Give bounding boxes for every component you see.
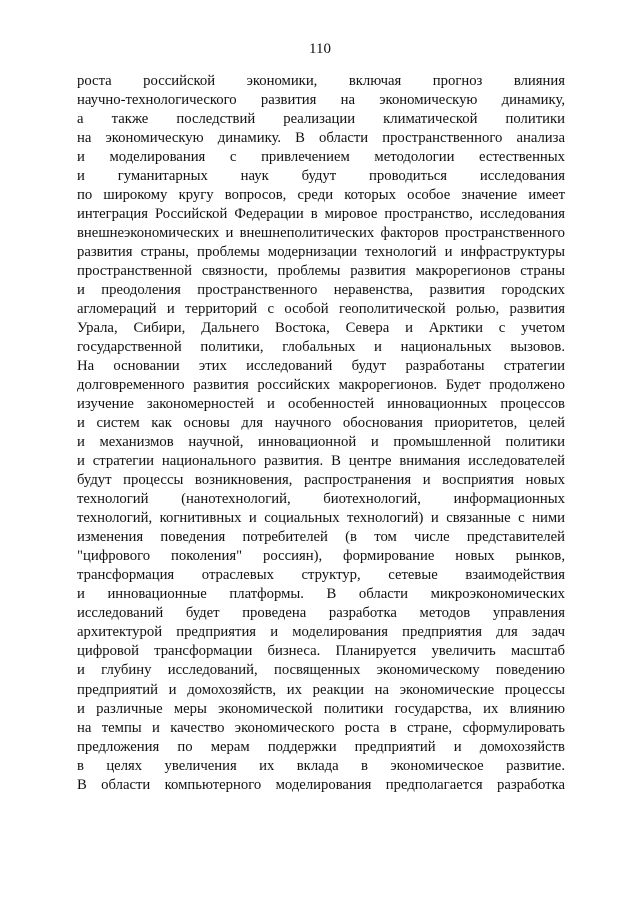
text-line: интеграция Российской Федерации в мировое пространство, исследования [77, 206, 565, 223]
text-line: На основании этих исследований будут разработаны стратегии [77, 358, 565, 375]
text-line: В области компьютерного моделирования предполагается разработка [77, 776, 565, 793]
text-line: развития страны, проблемы модернизации технологий и инфраструктуры [77, 244, 565, 261]
text-line: в целях увеличения их вклада в экономическое развитие. [77, 757, 565, 774]
text-line: и моделирования с привлечением методологии естественных [77, 149, 565, 166]
text-line: агломераций и территорий с особой геополитической ролью, развития [77, 301, 565, 318]
text-line: государственной политики, глобальных и национальных вызовов. [77, 339, 565, 356]
text-line: и преодоления пространственного неравенства, развития городских [77, 282, 565, 299]
text-line: Урала, Сибири, Дальнего Востока, Севера и Арктики с учетом [77, 320, 565, 337]
text-line: изменения поведения потребителей (в том числе представителей [77, 529, 565, 546]
text-line: изучение закономерностей и особенностей инновационных процессов [77, 396, 565, 413]
text-line: на темпы и качество экономического роста в стране, сформулировать [77, 719, 565, 736]
text-line: предложения по мерам поддержки предприятий и домохозяйств [77, 738, 565, 755]
text-line: и различные меры экономической политики государства, их влиянию [77, 700, 565, 717]
text-line: технологий (нанотехнологий, биотехнологий, информационных [77, 491, 565, 508]
text-line: долговременного развития российских макрорегионов. Будет продолжено [77, 377, 565, 394]
text-line: и глубину исследований, посвященных экономическому поведению [77, 662, 565, 679]
text-line: пространственной связности, проблемы развития макрорегионов страны [77, 263, 565, 280]
text-line: трансформация отраслевых структур, сетевые взаимодействия [77, 567, 565, 584]
text-line: по широкому кругу вопросов, среди которых особое значение имеет [77, 187, 565, 204]
text-line: будут процессы возникновения, распространения и восприятия новых [77, 472, 565, 489]
text-line: цифровой трансформации бизнеса. Планируется увеличить масштаб [77, 643, 565, 660]
text-line: архитектурой предприятия и моделирования предприятия для задач [77, 624, 565, 641]
page-number: 110 [309, 41, 331, 57]
text-line: роста российской экономики, включая прогноз влияния [77, 73, 565, 89]
text-line: предприятий и домохозяйств, их реакции на экономические процессы [77, 681, 565, 698]
text-line: исследований будет проведена разработка методов управления [77, 605, 565, 622]
text-line: и стратегии национального развития. В центре внимания исследователей [77, 453, 565, 470]
text-line: и гуманитарных наук будут проводиться исследования [77, 168, 565, 185]
text-line: технологий, когнитивных и социальных технологий) и связанные с ними [77, 510, 565, 527]
text-line: и механизмов научной, инновационной и промышленной политики [77, 434, 565, 451]
text-line: и систем как основы для научного обоснования приоритетов, целей [77, 415, 565, 432]
text-line: на экономическую динамику. В области пространственного анализа [77, 130, 565, 147]
text-line: "цифрового поколения" россиян), формирование новых рынков, [77, 548, 565, 565]
text-line: научно-технологического развития на экономическую динамику, [77, 92, 565, 109]
text-line: внешнеэкономических и внешнеполитических факторов пространственного [77, 225, 565, 242]
text-line: а также последствий реализации климатической политики [77, 111, 565, 128]
body-paragraph [77, 72, 565, 795]
text-line: и инновационные платформы. В области микроэкономических [77, 586, 565, 603]
